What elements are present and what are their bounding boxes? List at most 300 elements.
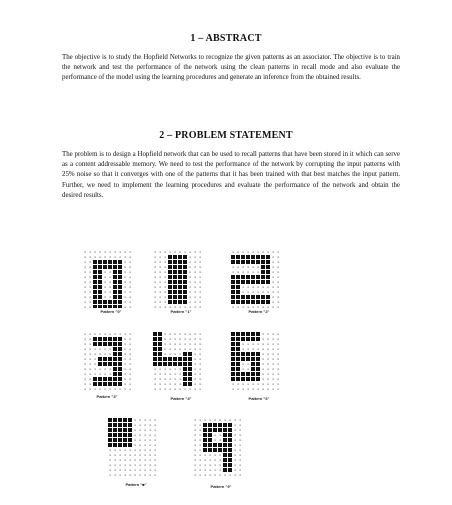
pattern-cell-on [118,428,122,432]
problem-statement-paragraph: The problem is to design a Hopfield network that can be used to recall patterns that have been stored in it which can serve as a content addressable memory. We need to test the performance of the network by corrupting the input patterns with 25% noise so that it converges with one of the patterns that it has been trained with that best matches the input pattern. Further, we need to implement the learning procedures and evaluate the performance of the network and obtain the desired results. [62,151,400,199]
pattern-cell-on [103,260,107,264]
pattern-cell-off [200,389,201,390]
pattern-cell-off [200,307,201,308]
pattern-cell-off [258,252,259,253]
pattern-cell-off [200,257,201,258]
pattern-cell-off [90,354,91,355]
pattern-cell-on [213,423,217,427]
pattern-cell-off [85,389,86,390]
pattern-cell-on [128,418,132,422]
pattern-cell-on [241,260,245,264]
pattern-cell-off [258,307,259,308]
pattern-cell-on [183,382,187,386]
pattern-cell-off [155,252,156,253]
pattern-cell-on [228,428,232,432]
pattern-cell-on [203,443,207,447]
pattern-cell-off [195,339,196,340]
pattern-cell-on [231,337,235,341]
pattern-cell-off [180,389,181,390]
pattern-cell-on [183,372,187,376]
pattern-cell-off [190,252,191,253]
pattern-cell-off [125,364,126,365]
pattern-cell-off [215,460,216,461]
pattern-cell-off [155,420,156,421]
pattern-cell-on [158,357,162,361]
pattern-cell-off [235,420,236,421]
pattern-cell-off [160,307,161,308]
pattern-cell-off [160,262,161,263]
pattern-cell-on [236,347,240,351]
pattern-cell-off [238,272,239,273]
pattern-cell-off [110,277,111,278]
pattern-cell-on [261,295,265,299]
pattern-cell-off [115,450,116,451]
pattern-cell-off [95,349,96,350]
pattern-cell-off [100,334,101,335]
pattern-cell-on [178,362,182,366]
pattern-cell-off [110,389,111,390]
pattern-cell-on [118,362,122,366]
pattern-cell-off [125,277,126,278]
pattern-cell-on [118,352,122,356]
pattern-cell-on [93,382,97,386]
pattern-cell-off [195,470,196,471]
pattern-cell-off [165,287,166,288]
pattern-cell-on [261,265,265,269]
pattern-cell-off [243,272,244,273]
pattern-cell-on [113,290,117,294]
pattern-cell-off [135,470,136,471]
pattern-cell-off [90,349,91,350]
pattern-cell-on [108,265,112,269]
pattern-cell-off [268,359,269,360]
pattern-cell-off [145,440,146,441]
pattern-cell-off [155,450,156,451]
pattern-cell-off [120,389,121,390]
pattern-cell-off [263,334,264,335]
pattern-cell-off [263,252,264,253]
pattern-cell-off [160,384,161,385]
pattern-cell-on [158,332,162,336]
pattern-cell-on [231,285,235,289]
pattern-cell-off [130,292,131,293]
pattern-cell-on [236,342,240,346]
pattern-cell-off [243,349,244,350]
pattern-cell-off [185,339,186,340]
pattern-cell-off [278,344,279,345]
pattern-cell-on [183,352,187,356]
pattern-cell-off [225,475,226,476]
pattern-cell-off [90,374,91,375]
pattern-cell-off [125,374,126,375]
pattern-cell-on [168,295,172,299]
pattern-cell-off [160,282,161,283]
pattern-cell-off [248,267,249,268]
pattern-cell-off [170,339,171,340]
pattern-cell-off [105,349,106,350]
pattern-cell-on [261,275,265,279]
pattern-cell-off [190,257,191,258]
pattern-cell-off [165,262,166,263]
pattern-cell-off [130,374,131,375]
pattern-cell-off [155,384,156,385]
pattern-cell-off [243,389,244,390]
pattern-cell-off [180,339,181,340]
pattern-cell-off [195,460,196,461]
pattern-cell-on [93,305,97,308]
pattern-cell-on [98,265,102,269]
pattern-cell-off [175,334,176,335]
pattern-cell-on [98,382,102,386]
pattern-cell-off [215,435,216,436]
pattern-cell-on [173,285,177,289]
pattern-cell-on [208,433,212,437]
pattern-cell-off [125,307,126,308]
pattern-cell-on [183,260,187,264]
pattern-cell-off [200,440,201,441]
pattern-cell-off [195,272,196,273]
pattern-cell-off [135,425,136,426]
pattern-cell-off [170,334,171,335]
pattern-cell-off [130,307,131,308]
pattern-cell-off [220,475,221,476]
pattern-cell-off [273,334,274,335]
pattern-cell-off [120,475,121,476]
pattern-cell-on [203,433,207,437]
pattern-cell-off [258,292,259,293]
pattern-cell-off [273,339,274,340]
pattern-cell-off [135,430,136,431]
pattern-cell-off [130,272,131,273]
pattern-cell-off [215,475,216,476]
pattern-cell-off [200,359,201,360]
pattern-cell-off [155,282,156,283]
pattern-cell-off [278,297,279,298]
pattern-cell-off [243,307,244,308]
pattern-cell-off [278,354,279,355]
pattern-cell-off [165,282,166,283]
pattern-cell-off [253,287,254,288]
pattern-cell-on [241,372,245,376]
pattern-cell-on [183,295,187,299]
pattern-cell-off [130,282,131,283]
pattern-cell-on [183,290,187,294]
pattern-cell-off [100,252,101,253]
pattern-cell-off [200,369,201,370]
pattern-grid-2 [228,248,290,308]
pattern-cell-on [178,255,182,259]
pattern-cell-off [160,369,161,370]
pattern-cell-on [266,265,270,269]
pattern-cell-off [130,450,131,451]
pattern-cell-on [178,357,182,361]
pattern-cell-on [168,260,172,264]
pattern-cell-off [278,262,279,263]
pattern-cell-off [160,302,161,303]
pattern-cell-on [266,275,270,279]
pattern-cell-off [195,450,196,451]
pattern-grid-1 [150,248,212,308]
pattern-cell-on [113,275,117,279]
pattern-cell-off [130,460,131,461]
pattern-cell-off [115,257,116,258]
pattern-cell-on [113,342,117,346]
pattern-cell-off [140,430,141,431]
pattern-cell-off [140,450,141,451]
pattern-cell-off [235,460,236,461]
pattern-cell-off [165,354,166,355]
pattern-cell-off [90,369,91,370]
pattern-cell-on [251,337,255,341]
pattern-cell-off [220,470,221,471]
pattern-cell-off [278,389,279,390]
pattern-cell-on [93,295,97,299]
pattern-cell-off [90,252,91,253]
pattern-cell-on [246,295,250,299]
pattern-cell-off [253,252,254,253]
pattern-cell-off [155,465,156,466]
pattern-cell-off [90,389,91,390]
pattern-cell-off [170,354,171,355]
pattern-cell-off [110,282,111,283]
pattern-cell-off [100,349,101,350]
pattern-cell-off [105,374,106,375]
pattern-cell-on [241,377,245,381]
pattern-cell-on [118,265,122,269]
pattern-cell-on [183,270,187,274]
pattern-cell-on [108,433,112,437]
pattern-cell-off [150,450,151,451]
pattern-cell-off [110,252,111,253]
pattern-cell-on [266,295,270,299]
pattern-cell-off [273,364,274,365]
pattern-cell-off [120,252,121,253]
pattern-cell-on [173,275,177,279]
pattern-cell-on [93,337,97,341]
pattern-cell-off [210,475,211,476]
pattern-cell-on [241,337,245,341]
pattern-cell-off [130,369,131,370]
pattern-cell-off [258,267,259,268]
pattern-cell-off [175,339,176,340]
pattern-cell-off [155,302,156,303]
pattern-cell-on [98,300,102,304]
pattern-cell-off [155,267,156,268]
pattern-cell-off [238,307,239,308]
pattern-cell-on [183,255,187,259]
pattern-cell-off [150,455,151,456]
pattern-cell-on [108,428,112,432]
pattern-cell-off [243,344,244,345]
pattern-cell-off [200,272,201,273]
pattern-cell-off [105,292,106,293]
pattern-cell-on [108,423,112,427]
pattern-cell-off [263,379,264,380]
pattern-cell-on [188,367,192,371]
pattern-cell-on [168,290,172,294]
pattern-cell-on [266,255,270,259]
pattern-cell-off [200,475,201,476]
pattern-cell-on [108,342,112,346]
pattern-cell-off [125,465,126,466]
pattern-cell-off [85,302,86,303]
pattern-cell-on [188,357,192,361]
pattern-cell-on [128,423,132,427]
pattern-cell-off [125,344,126,345]
pattern-cell-off [195,307,196,308]
pattern-cell-off [125,460,126,461]
pattern-cell-off [210,465,211,466]
pattern-cell-off [135,420,136,421]
pattern-cell-off [248,349,249,350]
pattern-cell-off [195,282,196,283]
pattern-cell-off [258,287,259,288]
pattern-cell-on [261,260,265,264]
pattern-cell-on [208,423,212,427]
pattern-cell-on [113,285,117,289]
pattern-cell-on [98,357,102,361]
pattern-cell-off [268,339,269,340]
pattern-cell-off [200,339,201,340]
pattern-cell-on [223,458,227,462]
pattern-cell-off [278,339,279,340]
abstract-paragraph: The objective is to study the Hopfield Networks to recognize the given patterns as an associator. The objective is to train the network and test the performance of the network using the clean patterns in recall mode and also evaluate the performance of the model using the learning procedures and generate an inference from the obtained results. [62,54,400,82]
pattern-cell-off [263,369,264,370]
pattern-cell-off [185,252,186,253]
pattern-cell-on [173,270,177,274]
pattern-cell-on [246,300,250,304]
pattern-cell-on [241,300,245,304]
pattern-cell-on [103,357,107,361]
pattern-cell-off [278,384,279,385]
pattern-cell-off [130,470,131,471]
pattern-cell-on [113,260,117,264]
pattern-cell-on [123,433,127,437]
pattern-cell-off [205,475,206,476]
pattern-cell-off [175,252,176,253]
pattern-cell-off [263,354,264,355]
pattern-cell-off [248,389,249,390]
pattern-cell-off [120,450,121,451]
pattern-cell-off [155,430,156,431]
pattern-cell-on [223,433,227,437]
pattern-cell-off [278,302,279,303]
pattern-cell-off [85,374,86,375]
pattern-cell-off [120,460,121,461]
pattern-cell-on [173,295,177,299]
pattern-cell-off [185,307,186,308]
pattern-cell-off [155,460,156,461]
pattern-cell-on [173,260,177,264]
pattern-cell-off [170,384,171,385]
pattern-cell-off [90,257,91,258]
pattern-cell-off [190,389,191,390]
pattern-cell-on [213,428,217,432]
pattern-cell-on [228,458,232,462]
pattern-cell-on [118,300,122,304]
pattern-cell-on [218,423,222,427]
pattern-cell-off [190,297,191,298]
pattern-cell-off [210,420,211,421]
pattern-cell-off [95,374,96,375]
pattern-cell-off [170,349,171,350]
pattern-cell-off [185,389,186,390]
pattern-cell-on [213,448,217,452]
pattern-cell-on [236,362,240,366]
pattern-cell-off [195,455,196,456]
pattern-cell-on [113,377,117,381]
pattern-cell-on [208,448,212,452]
pattern-cell-off [180,369,181,370]
pattern-cell-off [110,292,111,293]
pattern-cell-off [140,455,141,456]
pattern-cell-on [223,438,227,442]
pattern-cell-off [273,359,274,360]
pattern-cell-off [195,440,196,441]
pattern-cell-off [180,334,181,335]
pattern-cell-off [155,445,156,446]
pattern-cell-off [85,267,86,268]
pattern-cell-off [165,374,166,375]
pattern-cell-off [165,257,166,258]
pattern-cell-off [155,379,156,380]
pattern-cell-off [190,267,191,268]
pattern-cell-off [155,435,156,436]
pattern-cell-on [103,342,107,346]
pattern-cell-on [251,332,255,336]
pattern-cell-on [108,300,112,304]
pattern-cell-off [175,307,176,308]
pattern-cell-on [168,265,172,269]
pattern-cell-off [233,389,234,390]
pattern-cell-off [200,420,201,421]
pattern-cell-off [253,384,254,385]
pattern-cell-off [115,465,116,466]
pattern-cell-on [173,362,177,366]
pattern-cell-on [236,357,240,361]
pattern-cell-off [135,475,136,476]
pattern-cell-off [85,277,86,278]
pattern-cell-on [251,372,255,376]
pattern-cell-on [103,265,107,269]
pattern-cell-off [165,334,166,335]
pattern-cell-off [175,384,176,385]
pattern-cell-on [236,377,240,381]
pattern-cell-off [155,292,156,293]
pattern-cell-on [256,367,260,371]
pattern-cell-off [175,344,176,345]
pattern-cell-off [185,334,186,335]
pattern-cell-on [228,423,232,427]
pattern-cell-off [150,435,151,436]
pattern-cell-off [230,475,231,476]
pattern-cell-on [113,362,117,366]
pattern-cell-off [268,384,269,385]
pattern-cell-on [118,295,122,299]
pattern-grid-7 [190,416,252,476]
pattern-cell-on [241,352,245,356]
pattern-cell-off [135,465,136,466]
pattern-cell-on [256,275,260,279]
pattern-cell-on [118,260,122,264]
pattern-cell-off [263,344,264,345]
pattern-cell-on [256,300,260,304]
pattern-cell-off [278,257,279,258]
pattern-cell-on [188,372,192,376]
pattern-cell-on [128,443,132,447]
pattern-cell-off [278,349,279,350]
pattern-cell-on [246,372,250,376]
